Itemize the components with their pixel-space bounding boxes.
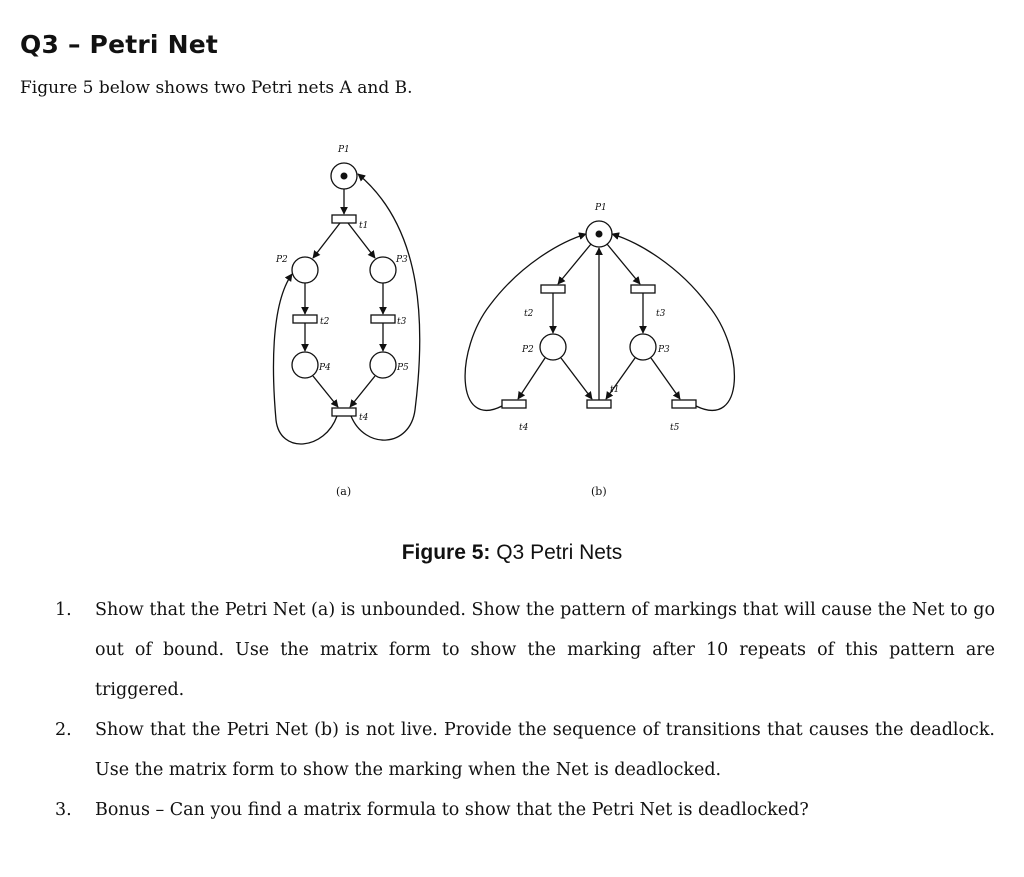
net-b-transition-t1 [587, 400, 611, 408]
page-title: Q3 – Petri Net [20, 30, 219, 59]
net-b-label: t5 [670, 423, 680, 433]
net-b-label: t1 [610, 385, 620, 395]
net-b-place-p2 [540, 334, 566, 360]
net-b-label: P1 [595, 203, 607, 213]
net-b-place-p3 [630, 334, 656, 360]
petri-net-a [273, 163, 419, 444]
net-a-label: P4 [319, 363, 331, 373]
net-a-token [341, 173, 348, 180]
net-b-token [596, 231, 603, 238]
net-a-sublabel: (a) [336, 485, 352, 498]
net-b-label: P3 [658, 345, 670, 355]
petri-net-b [465, 221, 734, 410]
question-item [55, 710, 995, 790]
net-b-transition-t2 [541, 285, 565, 293]
net-b-label: t4 [519, 423, 529, 433]
petri-net-figure [240, 130, 760, 510]
net-a-label: t4 [359, 413, 369, 423]
question-text: Show that the Petri Net (a) is unbounded. Show the pattern of markings that will cause the Net to go out of bound. Use the matrix form to show the marking after 10 repeats of this pattern are triggered. [95, 600, 995, 700]
net-a-place-p4 [292, 352, 318, 378]
question-item [55, 590, 995, 710]
net-b-sublabel: (b) [591, 485, 607, 498]
net-a-label: t1 [359, 221, 369, 231]
net-a-place-p5 [370, 352, 396, 378]
question-number: 1. [55, 600, 72, 620]
net-b-label: P2 [522, 345, 534, 355]
net-b-transition-t4 [502, 400, 526, 408]
figure-caption [0, 541, 1024, 565]
intro-text: Figure 5 below shows two Petri nets A and B. [20, 78, 413, 98]
net-a-place-p3 [370, 257, 396, 283]
question-list [55, 590, 995, 830]
net-a-label: t3 [397, 317, 407, 327]
question-text: Show that the Petri Net (b) is not live. Provide the sequence of transitions that causes the deadlock. Use the matrix form to show the marking when the Net is deadlocked. [95, 720, 995, 780]
net-a-transition-t2 [293, 315, 317, 323]
net-b-transition-t3 [631, 285, 655, 293]
net-b-label: t2 [524, 309, 534, 319]
net-a-label: t2 [320, 317, 330, 327]
net-a-label: P3 [396, 255, 408, 265]
net-a-transition-t3 [371, 315, 395, 323]
caption-label: Figure 5: [401, 541, 491, 564]
caption-text: Q3 Petri Nets [490, 541, 623, 564]
net-a-transition-t4 [332, 408, 356, 416]
net-a-label: P1 [338, 145, 350, 155]
net-a-label: P5 [397, 363, 409, 373]
net-b-label: t3 [656, 309, 666, 319]
question-item [55, 790, 995, 830]
question-number: 2. [55, 720, 72, 740]
question-text: Bonus – Can you find a matrix formula to show that the Petri Net is deadlocked? [95, 800, 809, 820]
net-a-transition-t1 [332, 215, 356, 223]
net-b-transition-t5 [672, 400, 696, 408]
net-a-place-p2 [292, 257, 318, 283]
net-a-label: P2 [276, 255, 288, 265]
question-number: 3. [55, 800, 72, 820]
